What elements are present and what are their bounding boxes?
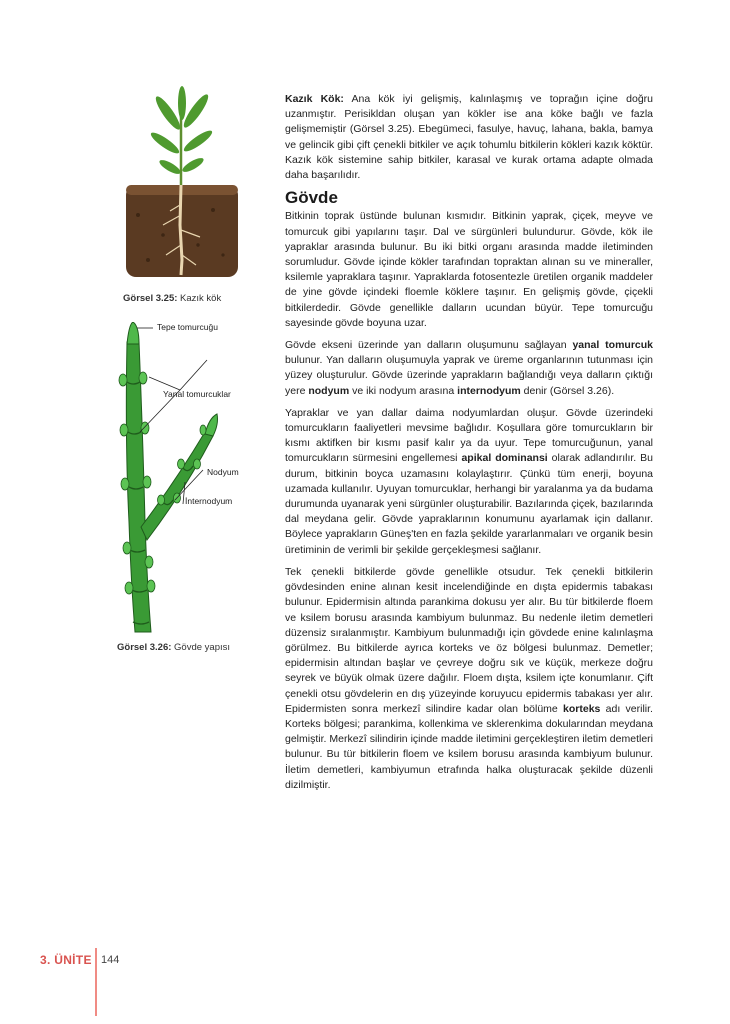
page-number: 144 [101, 954, 120, 966]
label-tepe-tomurcugu: Tepe tomurcuğu [157, 322, 218, 332]
section-heading-govde: Gövde [285, 188, 338, 208]
paragraph-govde-3 [285, 406, 653, 558]
text-run: adı verilir. Korteks bölgesi; parankima, kollenkima ve sklerenkima dokularından meydana gelmiştir. Merkezî silindirin içinde madde iletimini gerçekleştiren iletim demetleri bulunur. Bu tür bitkilerin floem ve ksilem borusu arasında kambiyum bulunur. İletim demetleri, kambiyumun etrafında halka oluşturacak şekilde düzenli dizilmiştir. [285, 702, 653, 791]
figure-caption-taproot [123, 293, 221, 304]
text-run: ve iki nodyum arasına [349, 384, 458, 397]
term-nodyum: nodyum [308, 384, 350, 397]
text-run: olarak adlandırılır. Bu durum, bitkinin boyca uzamasını kolaylaştırır. Çünkü tüm enerji, boyuna uzamada kullanılır. Uyuyan tomurcuklar, herhangi bir yaralanma ya da budama durumunda uyanarak yeni sürgünler oluşturabilir. Bazılarında çiçek, bazılarında dal meydana gelir. Gövde yapraklarının konumunu ayarlamak için dallanır. Böylece yaprakların Güneş'ten en fazla şekilde yararlanmaları ve organik besin üretiminin de verimli bir şekilde gerçekleşmesi sağlanır. [285, 452, 653, 556]
taproot-illustration [118, 85, 248, 285]
label-yanal-tomurcuklar: Yanal tomurcuklar [163, 389, 231, 399]
figure-caption-text: Kazık kök [180, 293, 222, 304]
term-internodyum: internodyum [457, 384, 521, 397]
paragraph-govde-4 [285, 565, 653, 793]
label-nodyum: Nodyum [207, 467, 239, 477]
label-internodyum: İnternodyum [185, 496, 233, 506]
term-kazik-kok: Kazık Kök: [285, 93, 344, 105]
figure-caption-stem [117, 642, 230, 653]
text-run: bulunur. Yan dalların oluşumuyla yaprak ve üreme organlarının tutunması için yüzey oluşturulur. Gövde üzerinde yaprakların bağlandığı veya dalların çıktığı yere [285, 354, 653, 397]
text-run: Gövde ekseni üzerinde yan dalların oluşumunu sağlayan [285, 339, 573, 352]
figure-number: Görsel 3.26: [117, 642, 172, 653]
text-run: Yapraklar ve yan dallar daima nodyumlardan oluşur. Gövde üzerindeki tomurcukların faaliyetleri mevsime bağlıdır. Koşullara göre tomurcukların bir kısmı aktifken bir kısmı pasif kalır ya da uyur. Tepe tomurcuğunun, yanal tomurcukların sürmesini engellemesi [285, 406, 653, 465]
paragraph-kazik-kok [285, 92, 653, 183]
term-yanal-tomurcuk: yanal tomurcuk [572, 339, 653, 352]
figure-caption-text: Gövde yapısı [174, 642, 231, 653]
stem-illustration [105, 322, 265, 637]
paragraph-text: Ana kök iyi gelişmiş, kalınlaşmış ve toprağın içine doğru uzanmıştır. Perisikldan oluşan yan kökler ise ana köke bağlı ve fazla gelişmemiştir (Görsel 3.25). Ebegümeci, fasulye, havuç, lahana, bakla, bamya ve gelincik gibi çift çenekli bitkiler ve açık tohumlu bitkilerin kökleri kazık köktür. Kazık kök sistemine sahip bitkiler, karasal ve kurak ortama adapte olmada daha başarılıdır. [285, 93, 653, 182]
footer-divider [95, 948, 97, 1016]
term-korteks: korteks [563, 702, 601, 715]
figure-number: Görsel 3.25: [123, 293, 178, 304]
term-apikal-dominansi: apikal dominansi [461, 452, 548, 465]
text-run: denir (Görsel 3.26). [520, 384, 615, 397]
main-text [285, 92, 653, 800]
figure-taproot [118, 85, 248, 285]
paragraph-govde-1: Bitkinin toprak üstünde bulunan kısmıdır. Bitkinin yaprak, çiçek, meyve ve tomurcuk gibi yapılarını taşır. Dal ve sürgünleri bulundurur. Gövde, kök ile yapraklar arasında bulunur. Bu iki bitki organı arasında madde iletiminden sorumludur. Gövde içinde kökler tarafından topraktan alınan su ve mineraller, ksilemle yapraklara taşınır. Yapraklarda fotosentezle üretilen organik maddeler de yine gövde içindeki floemle köklere taşınır. En gelişmiş gövde, çiçekli bitkilerdedir. Gövde genellikle dalların ucundan büyür. Tepe tomurcuğu sayesinde gövde boyuna uzar. [285, 210, 653, 329]
text-run: Tek çenekli bitkilerde gövde genellikle otsudur. Tek çenekli bitkilerin gövdesinden enine alınan kesit incelendiğinde en dışta epidermis tabakası bulunur. Epidermisin altında parankima dokusu yer alır. Bu tür bitkilerde floem ve ksilem borusu arasında kambiyum bulunmaz. Bu nedenle iletim demetleri düzensiz sıralanmıştır. Kambiyum bulunmadığı için gövdede enine kalınlaşma görülmez. Bu bitkilerde ayrıca korteks ve öz bölgesi bulunmaz. Demetler; epidermisin altından başlar ve çevreye doğru sık ve küçük, merkeze doğru seyrek ve büyük olmak üzere dağılır. Floem dışta, ksilem içte konumlanır. Çift çenekli otsu gövdelerin en dış yüzeyinde koruyucu epidermis tabakası yer alır. Epidermisten sonra merkezî silindire kadar olan bölüme [285, 565, 653, 715]
paragraph-govde-2 [285, 338, 653, 399]
figure-stem [105, 322, 265, 637]
footer-unit-label: 3. ÜNİTE [40, 953, 92, 967]
